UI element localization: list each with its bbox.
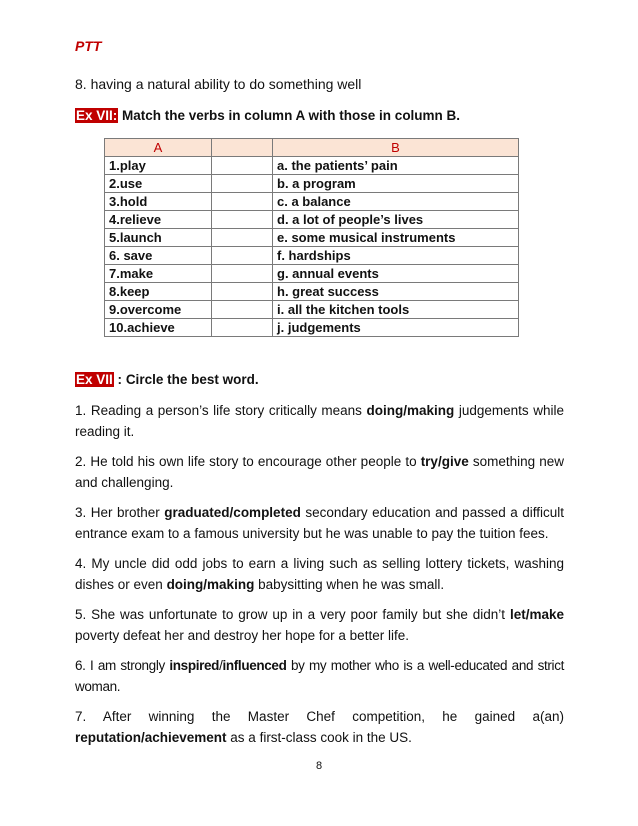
exercise-separator: : <box>117 372 123 387</box>
exercise-items <box>75 400 564 757</box>
table-row <box>105 301 519 319</box>
cell-verb: 3.hold <box>105 193 212 211</box>
exercise-item <box>75 400 564 442</box>
exercise-item <box>75 604 564 646</box>
item-text: something new and challenging. <box>75 454 564 490</box>
exercise-instruction: Match the verbs in column A with those in column B. <box>122 108 461 123</box>
cell-object: c. a balance <box>273 193 519 211</box>
cell-object: a. the patients’ pain <box>273 157 519 175</box>
table-row <box>105 193 519 211</box>
cell-verb: 4.relieve <box>105 211 212 229</box>
item-text: by my mother who is a well-educated and strict woman. <box>75 658 565 694</box>
cell-object: i. all the kitchen tools <box>273 301 519 319</box>
item-text: secondary education and passed a difficult entrance exam to a famous university but he was unable to pay the tuition fees. <box>75 505 564 541</box>
cell-verb: 6. save <box>105 247 212 265</box>
cell-verb: 5.launch <box>105 229 212 247</box>
exercise-circle-title <box>75 372 259 387</box>
word-choice[interactable]: reputation/achievement <box>75 730 227 745</box>
cell-verb: 2.use <box>105 175 212 193</box>
cell-object: e. some musical instruments <box>273 229 519 247</box>
cell-answer-blank[interactable] <box>212 283 273 301</box>
word-choice[interactable]: try/give <box>420 454 469 469</box>
exercise-item <box>75 502 564 544</box>
column-a-header: A <box>105 139 212 157</box>
cell-object: g. annual events <box>273 265 519 283</box>
cell-answer-blank[interactable] <box>212 265 273 283</box>
cell-answer-blank[interactable] <box>212 157 273 175</box>
table-row <box>105 175 519 193</box>
cell-answer-blank[interactable] <box>212 193 273 211</box>
item-text: 7. After winning the Master Chef competition, he gained a(an) <box>75 709 564 724</box>
exercise-match-title <box>75 108 460 123</box>
cell-verb: 8.keep <box>105 283 212 301</box>
table-row <box>105 283 519 301</box>
word-choice[interactable]: doing/making <box>166 577 255 592</box>
item-text: 3. Her brother <box>75 505 165 520</box>
item-text: 4. My uncle did odd jobs to earn a living such as selling lottery tickets, washing dishes or even <box>75 556 564 592</box>
cell-object: f. hardships <box>273 247 519 265</box>
table-row <box>105 265 519 283</box>
cell-object: j. judgements <box>273 319 519 337</box>
cell-object: b. a program <box>273 175 519 193</box>
table-row <box>105 157 519 175</box>
item-text: / <box>219 658 223 673</box>
table-row <box>105 319 519 337</box>
word-choice[interactable]: doing/making <box>366 403 455 418</box>
exercise-tag: Ex VII: <box>76 108 118 123</box>
item-text: 2. He told his own life story to encourage other people to <box>75 454 421 469</box>
cell-verb: 1.play <box>105 157 212 175</box>
definition-line-8: 8. having a natural ability to do something well <box>75 76 362 92</box>
word-choice[interactable]: graduated/completed <box>164 505 301 520</box>
item-text: judgements while reading it. <box>75 403 564 439</box>
exercise-item <box>75 553 564 595</box>
cell-answer-blank[interactable] <box>212 175 273 193</box>
cell-verb: 10.achieve <box>105 319 212 337</box>
column-blank-header <box>212 139 273 157</box>
exercise-item <box>75 655 564 697</box>
cell-object: h. great success <box>273 283 519 301</box>
table-row <box>105 229 519 247</box>
column-b-header: B <box>273 139 519 157</box>
cell-answer-blank[interactable] <box>212 319 273 337</box>
item-text: 1. Reading a person’s life story critically means <box>75 403 367 418</box>
cell-verb: 9.overcome <box>105 301 212 319</box>
page-number: 8 <box>315 760 323 772</box>
item-text: as a first-class cook in the US. <box>226 730 412 745</box>
cell-answer-blank[interactable] <box>212 301 273 319</box>
table-header-row <box>105 139 519 157</box>
cell-object: d. a lot of people’s lives <box>273 211 519 229</box>
cell-answer-blank[interactable] <box>212 211 273 229</box>
table-row <box>105 247 519 265</box>
cell-verb: 7.make <box>105 265 212 283</box>
exercise-instruction: Circle the best word. <box>125 372 259 387</box>
matching-table <box>104 138 519 337</box>
word-choice[interactable]: let/make <box>509 607 564 622</box>
item-text: poverty defeat her and destroy her hope for a better life. <box>75 628 409 643</box>
word-choice[interactable]: influenced <box>222 658 287 673</box>
item-text: babysitting when he was small. <box>254 577 445 592</box>
exercise-tag: Ex VII <box>76 372 113 387</box>
cell-answer-blank[interactable] <box>212 247 273 265</box>
exercise-item <box>75 706 564 748</box>
header-label: PTT <box>75 38 102 54</box>
item-text: 5. She was unfortunate to grow up in a very poor family but she didn’t <box>75 607 510 622</box>
item-text: 6. I am strongly <box>75 658 170 673</box>
table-row <box>105 211 519 229</box>
cell-answer-blank[interactable] <box>212 229 273 247</box>
word-choice[interactable]: inspired <box>169 658 220 673</box>
exercise-item <box>75 451 564 493</box>
